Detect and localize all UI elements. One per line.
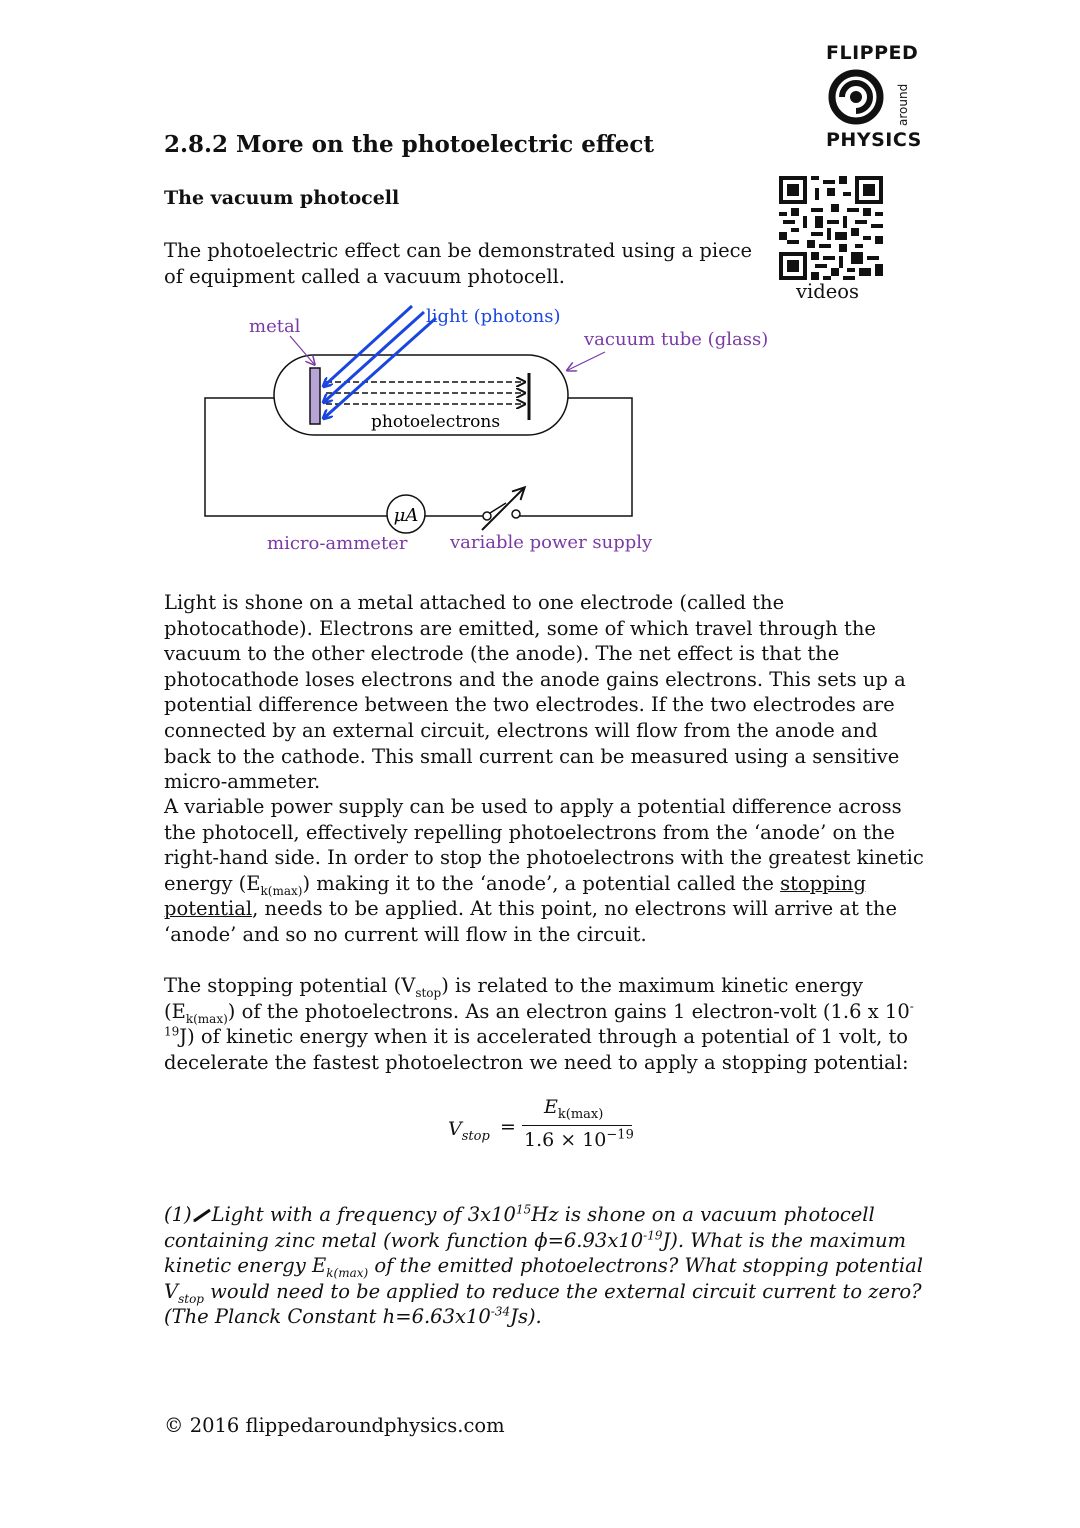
metal-label: metal bbox=[249, 316, 301, 337]
paragraph-power-supply: A variable power supply can be used to apply a potential difference across the photocell, effectively repelling photoelectrons from the ‘anode’ on the right-hand side. In order to stop the photoelectrons with the greatest kinetic energy $(E_{k(max)})$ making it to the ‘anode’, a potential called the stopping potential, needs to be applied. At this point, no electrons will arrive at the ‘anode’ and so no current will flow in the circuit. bbox=[164, 795, 924, 946]
question-1: (1) Light with a frequency of $3x10^{15}Hz$ is shone on a vacuum photocell containing zinc metal (work function $\phi=6.93x10^{-19}J$). What is the maximum kinetic energy $E_{k(max)}$ of the emitted photoelectrons? What stopping potential $V_{stop}$ would need to be applied to reduce the external circuit current to zero? (The Planck Constant $h=6.63x10^{-34}Js$). bbox=[164, 1202, 923, 1329]
stopping-potential-formula: $V_{stop}$ = $E_{k(max)}$ $1.6 \times 10^{-19}$ bbox=[448, 1096, 634, 1151]
metal-photocathode bbox=[310, 368, 320, 424]
light-ray bbox=[324, 306, 412, 386]
logo-bottom-text: PHYSICS bbox=[826, 129, 922, 151]
stopping-potential-term: stopping potential bbox=[164, 871, 866, 921]
qr-label: videos bbox=[796, 280, 860, 303]
photocell-diagram bbox=[190, 298, 780, 560]
intro-paragraph: The photoelectric effect can be demonstrated using a piece of equipment called a vacuum photocell. bbox=[164, 239, 753, 288]
logo-swirl-icon bbox=[826, 66, 886, 128]
page-title: 2.8.2 More on the photoelectric effect bbox=[164, 131, 655, 158]
logo-top-text: FLIPPED bbox=[826, 42, 919, 64]
tube-pointer bbox=[568, 352, 605, 370]
tube-label: vacuum tube (glass) bbox=[584, 329, 769, 350]
section-subtitle: The vacuum photocell bbox=[164, 187, 400, 209]
footer-copyright: © 2016 flippedaroundphysics.com bbox=[164, 1414, 505, 1437]
light-ray bbox=[324, 318, 436, 418]
light-ray bbox=[324, 312, 424, 402]
light-label: light (photons) bbox=[426, 306, 561, 327]
paragraph-stopping-potential: The stopping potential $(V_{stop})$ is related to the maximum kinetic energy $(E_{k(max)})$ of the photoelectrons. As an electron gains 1 electron-volt (1.6 x $10^{-19}J$) of kinetic energy when it is accelerated through a potential of 1 volt, to decelerate the fastest photoelectron we need to apply a stopping potential: bbox=[164, 974, 914, 1074]
ammeter-label: micro-ammeter bbox=[267, 533, 408, 554]
qr-code-icon[interactable] bbox=[779, 176, 883, 280]
ammeter-symbol: μA bbox=[393, 505, 419, 526]
variable-supply-arrow-icon bbox=[482, 488, 524, 530]
photoelectrons-label: photoelectrons bbox=[371, 412, 501, 432]
paragraph-photocell: Light is shone on a metal attached to one electrode (called the photocathode). Electrons are emitted, some of which travel through the vacuum to the other electrode (the anode). The net effect is that the photocathode loses electrons and the anode gains electrons. This sets up a potential difference between the two electrodes. If the two electrodes are connected by an external circuit, electrons will flow from the anode and back to the cathode. This small current can be measured using a sensitive micro-ammeter. bbox=[164, 591, 906, 794]
circuit-wire-left bbox=[205, 398, 387, 516]
pencil-icon bbox=[192, 1204, 212, 1220]
supply-label: variable power supply bbox=[450, 532, 653, 553]
fraction-bar bbox=[522, 1125, 632, 1126]
circuit-wire-right bbox=[520, 398, 632, 516]
logo-side-text: around bbox=[896, 83, 910, 126]
